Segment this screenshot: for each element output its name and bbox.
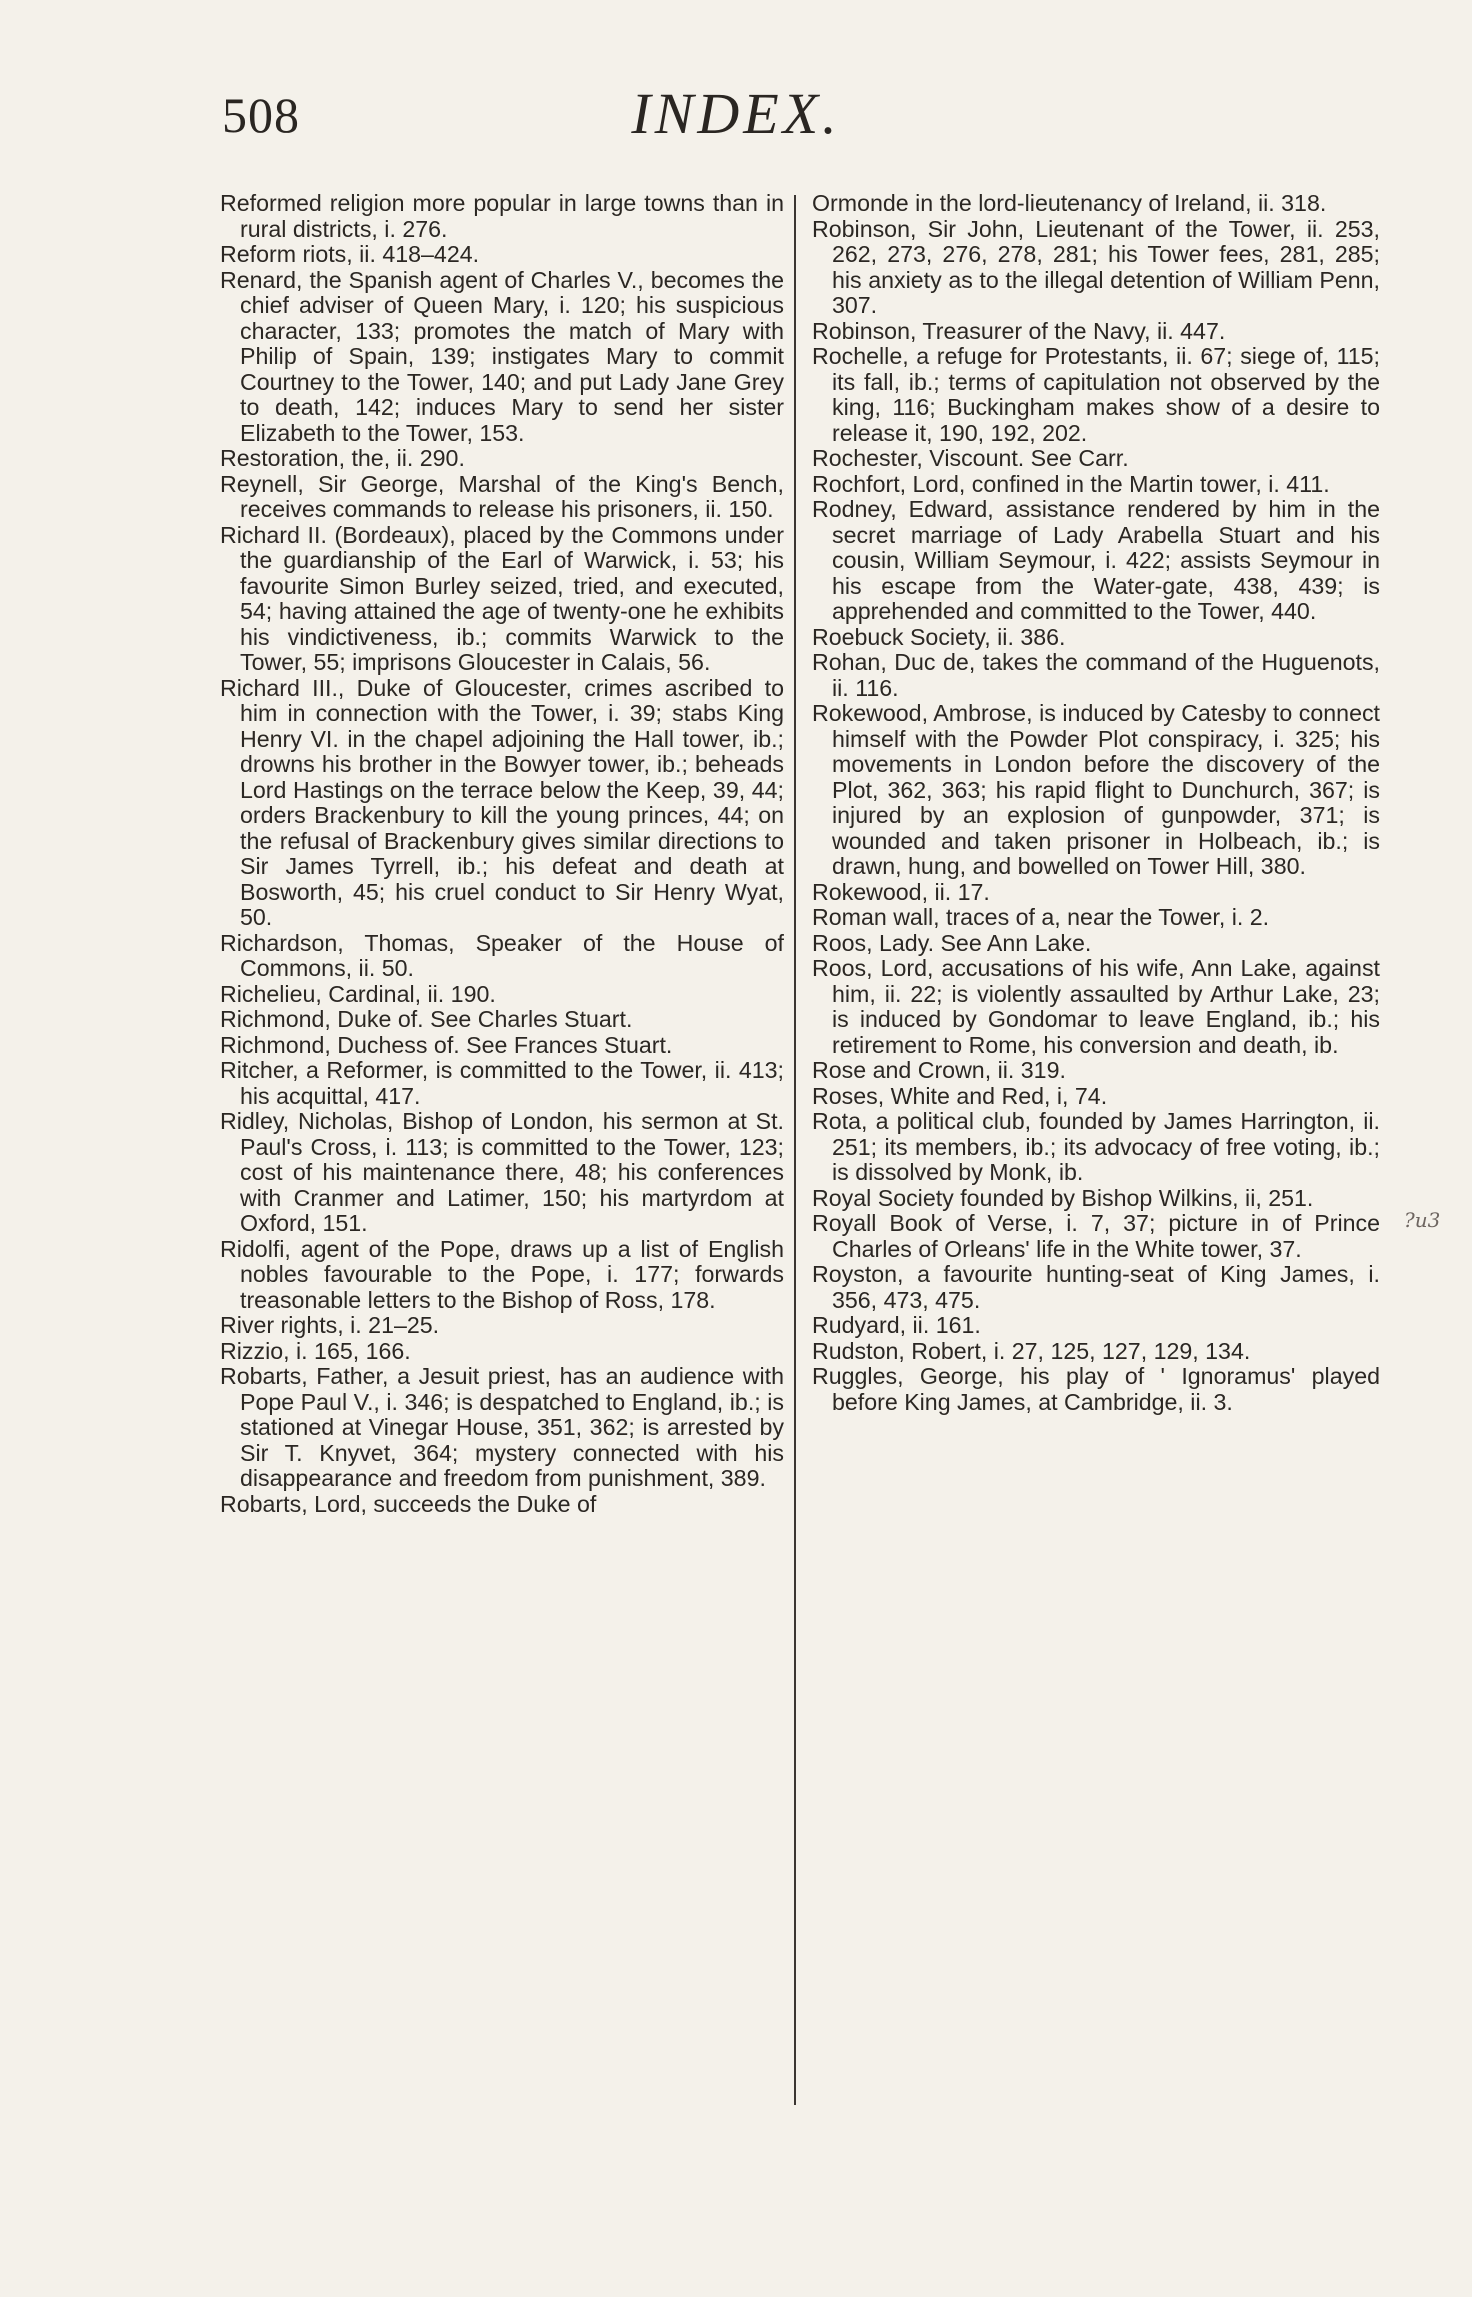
- index-entry: Rokewood, ii. 17.: [812, 878, 990, 905]
- index-entry: Reformed religion more popular in large towns than in rural districts, i. 276.: [220, 190, 784, 242]
- index-entry: Restoration, the, ii. 290.: [220, 445, 465, 471]
- index-entry: Rochelle, a refuge for Protestants, ii. 67; siege of, 115; its fall, ib.; terms of capitulation not observed by the king, 116; Buckingham makes show of a desire to release it, 190, 192, 202.: [812, 343, 1380, 446]
- index-entry: Richard III., Duke of Gloucester, crimes ascribed to him in connection with the Tower, i. 39; stabs King Henry VI. in the chapel adjoining the Hall tower, ib.; drowns his brother in the Bowyer tower, ib.; beheads Lord Hastings on the terrace below the Keep, 39, 44; orders Brackenbury to kill the young princes, 44; on the refusal of Brackenbury gives similar directions to Sir James Tyrrell, ib.; his defeat and death at Bosworth, 45; his cruel conduct to Sir Henry Wyat, 50.: [220, 674, 784, 930]
- index-entry: Reynell, Sir George, Marshal of the King's Bench, receives commands to release his prisoners, ii. 150.: [220, 470, 784, 522]
- index-entry: Rokewood, Ambrose, is induced by Catesby to connect himself with the Powder Plot conspiracy, i. 325; his movements in London before the discovery of the Plot, 362, 363; his rapid flight to Dunchurch, 367; is injured by an explosion of gunpowder, 371; is wounded and taken prisoner in Holbeach, ib.; is drawn, hung, and bowelled on Tower Hill, 380.: [812, 700, 1380, 879]
- index-entry: Rota, a political club, founded by James Harrington, ii. 251; its members, ib.; its advocacy of free voting, ib.; is dissolved by Monk, ib.: [812, 1108, 1380, 1185]
- index-entry: Royston, a favourite hunting-seat of King James, i. 356, 473, 475.: [812, 1261, 1380, 1313]
- index-entry: Rose and Crown, ii. 319.: [812, 1057, 1066, 1083]
- index-entry: Roebuck Society, ii. 386.: [812, 623, 1066, 650]
- index-entry: Roses, White and Red, i, 74.: [812, 1082, 1108, 1109]
- index-entry: Richardson, Thomas, Speaker of the House of Commons, ii. 50.: [220, 929, 784, 981]
- index-column-left: [220, 191, 784, 1517]
- index-entry: Reform riots, ii. 418–424.: [220, 241, 480, 267]
- index-entry: Richmond, Duchess of. See Frances Stuart.: [220, 1031, 673, 1058]
- index-entry: Rudston, Robert, i. 27, 125, 127, 129, 134.: [812, 1337, 1251, 1364]
- handwritten-margin-note: ?u3: [1404, 1208, 1441, 1232]
- index-entry: Renard, the Spanish agent of Charles V., becomes the chief adviser of Queen Mary, i. 120; his suspicious character, 133; promotes the match of Mary with Philip of Spain, 139; instigates Mary to commit Courtney to the Tower, 140; and put Lady Jane Grey to death, 142; induces Mary to send her sister Elizabeth to the Tower, 153.: [220, 266, 784, 446]
- index-column-right: [812, 191, 1380, 1415]
- index-entry: Roman wall, traces of a, near the Tower, i. 2.: [812, 904, 1270, 930]
- index-entry: Royal Society founded by Bishop Wilkins, ii, 251.: [812, 1184, 1314, 1211]
- index-entry: Richmond, Duke of. See Charles Stuart.: [220, 1006, 633, 1032]
- index-entry: Ridley, Nicholas, Bishop of London, his sermon at St. Paul's Cross, i. 113; is committed to the Tower, 123; cost of his maintenance there, 48; his conferences with Cranmer and Latimer, 150; his martyrdom at Oxford, 151.: [220, 1108, 784, 1236]
- index-entry: Rizzio, i. 165, 166.: [220, 1337, 411, 1364]
- index-entry: Ruggles, George, his play of ' Ignoramus' played before King James, at Cambridge, ii. 3.: [812, 1363, 1380, 1415]
- page-number: 508: [222, 87, 300, 143]
- index-entry: Roos, Lady. See Ann Lake.: [812, 929, 1092, 956]
- index-entry: Ridolfi, agent of the Pope, draws up a list of English nobles favourable to the Pope, i. 177; forwards treasonable letters to the Bishop of Ross, 178.: [220, 1235, 784, 1313]
- index-entry: Rodney, Edward, assistance rendered by him in the secret marriage of Lady Arabella Stuart and his cousin, William Seymour, i. 422; assists Seymour in his escape from the Water-gate, 438, 439; is apprehended and committed to the Tower, 440.: [812, 496, 1380, 624]
- index-entry: Richard II. (Bordeaux), placed by the Commons under the guardianship of the Earl of Warwick, i. 53; his favourite Simon Burley seized, tried, and executed, 54; having attained the age of twenty-one he exhibits his vindictiveness, ib.; commits Warwick to the Tower, 55; imprisons Gloucester in Calais, 56.: [220, 521, 784, 675]
- index-entry: Richelieu, Cardinal, ii. 190.: [220, 980, 496, 1007]
- index-entry: Rochester, Viscount. See Carr.: [812, 445, 1129, 471]
- index-entry: Ormonde in the lord-lieutenancy of Ireland, ii. 318.: [812, 190, 1327, 216]
- column-divider: [794, 195, 796, 2105]
- index-entry: Robinson, Sir John, Lieutenant of the Tower, ii. 253, 262, 273, 276, 278, 281; his Tower fees, 281, 285; his anxiety as to the illegal detention of William Penn, 307.: [812, 215, 1380, 318]
- index-entry: Robinson, Treasurer of the Navy, ii. 447.: [812, 317, 1226, 344]
- index-entry: Rohan, Duc de, takes the command of the Huguenots, ii. 116.: [812, 649, 1380, 701]
- index-entry: Rochfort, Lord, confined in the Martin tower, i. 411.: [812, 470, 1330, 497]
- index-entry: River rights, i. 21–25.: [220, 1312, 440, 1338]
- index-entry: Robarts, Father, a Jesuit priest, has an audience with Pope Paul V., i. 346; is despatched to England, ib.; is stationed at Vinegar House, 351, 362; is arrested by Sir T. Knyvet, 364; mystery connected with his disappearance and freedom from punishment, 389.: [220, 1363, 784, 1491]
- index-entry: Ritcher, a Reformer, is committed to the Tower, ii. 413; his acquittal, 417.: [220, 1057, 784, 1109]
- index-entry: Rudyard, ii. 161.: [812, 1312, 981, 1338]
- index-entry: Robarts, Lord, succeeds the Duke of: [220, 1490, 597, 1517]
- index-entry: Royall Book of Verse, i. 7, 37; picture in of Prince Charles of Orleans' life in the White tower, 37.: [812, 1210, 1380, 1262]
- index-entry: Roos, Lord, accusations of his wife, Ann Lake, against him, ii. 22; is violently assaulted by Arthur Lake, 23; is induced by Gondomar to leave England, ib.; his retirement to Rome, his conversion and death, ib.: [812, 955, 1380, 1058]
- page-title: INDEX.: [631, 81, 841, 146]
